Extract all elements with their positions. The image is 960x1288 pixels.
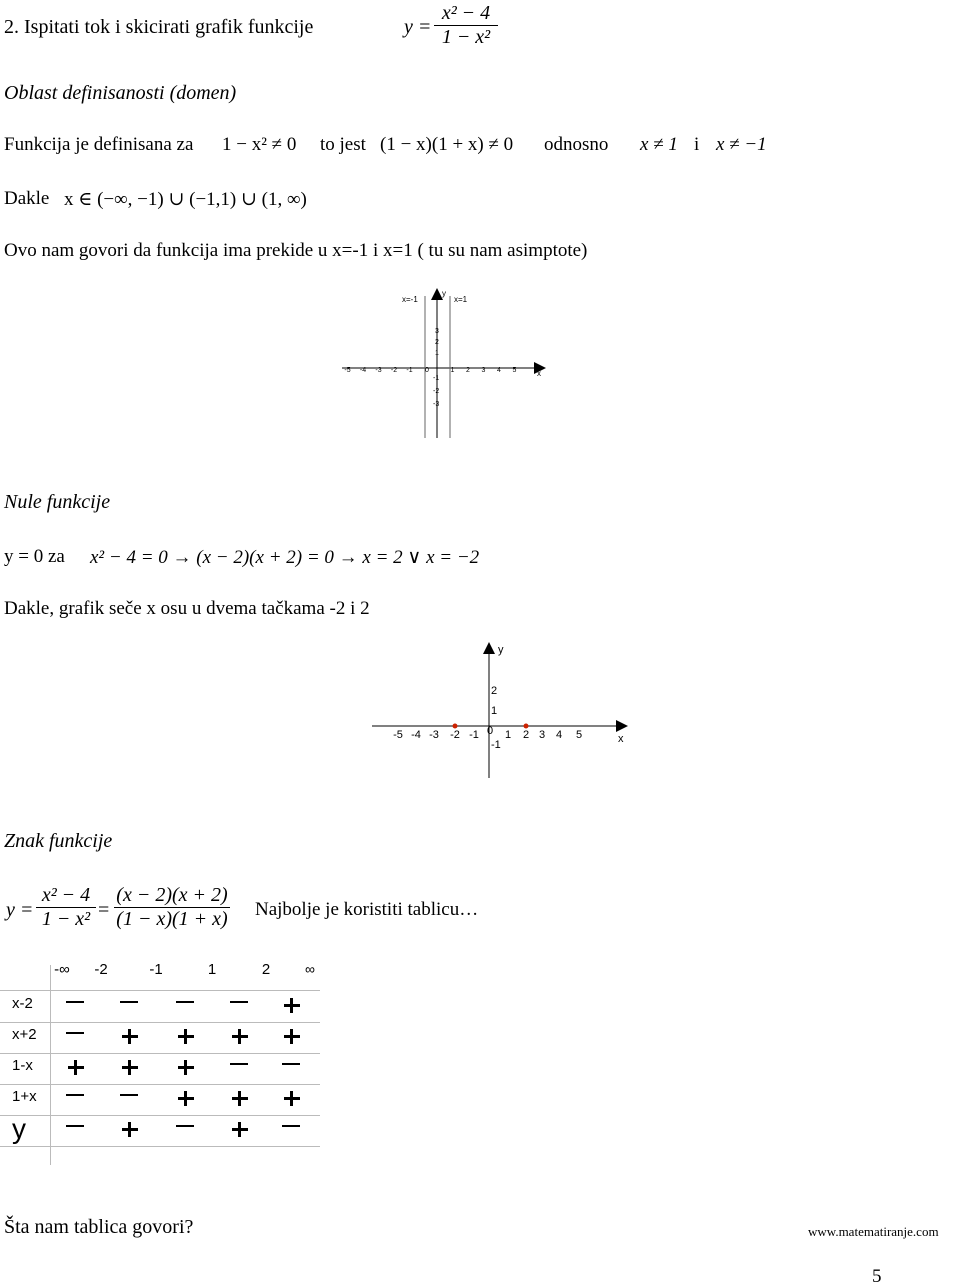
graph1-x-label: x (537, 369, 541, 378)
plus-sign (228, 1086, 252, 1110)
domain-expr-4: x ≠ −1 (716, 134, 767, 155)
minus-sign (174, 1117, 198, 1141)
graph1-y-tick: -3 (433, 401, 440, 408)
graph1-y-tick: -2 (433, 388, 440, 395)
asymptote-label-left: x=-1 (402, 295, 418, 304)
page-title: 2. Ispitati tok i skicirati grafik funkcije (4, 16, 314, 38)
graph2-y-ticks (491, 685, 501, 751)
domain-text-c: odnosno (544, 134, 609, 155)
graph1-x-tick: 5 (512, 367, 517, 374)
graph2-x-tick: 4 (555, 729, 563, 741)
sign-eq: = (98, 899, 110, 921)
graph1-x-tick: 3 (481, 367, 486, 374)
plus-sign (280, 993, 304, 1017)
sign-table-row-label: 1+x (12, 1088, 37, 1105)
graph1-y-tick: -1 (433, 375, 440, 382)
graph2-x-tick: 3 (538, 729, 546, 741)
zero-point-minus-2 (453, 724, 458, 729)
sign-note: Najbolje je koristiti tablicu… (255, 899, 479, 920)
sign-table-header-cell: 1 (207, 961, 217, 978)
plus-sign (280, 1024, 304, 1048)
footer-site: www.matematiranje.com (808, 1224, 939, 1239)
graph1-x-tick: -3 (375, 367, 382, 374)
sign-fraction-2-den: (1 − x)(1 + x) (114, 907, 230, 931)
minus-sign (64, 1024, 88, 1048)
domain-expr-1: 1 − x² ≠ 0 (222, 134, 297, 155)
sign-table-row-label: y (12, 1113, 26, 1144)
domain-expr-2: (1 − x)(1 + x) ≠ 0 (380, 134, 514, 155)
sign-table-header-cell: ∞ (305, 961, 315, 977)
minus-sign (64, 1117, 88, 1141)
asymptote-note: Ovo nam govori da funkcija ima prekide u x=-1 i x=1 ( tu su nam asimptote) (4, 240, 588, 261)
graph2-x-tick: 0 (486, 725, 494, 737)
plus-sign (64, 1055, 88, 1079)
graph2-x-tick: -5 (393, 729, 403, 741)
zeros-graph (360, 636, 640, 780)
sign-table-divider (50, 965, 51, 1165)
sign-table-row (0, 1053, 320, 1085)
plus-sign (118, 1055, 142, 1079)
plus-sign (174, 1024, 198, 1048)
graph2-x-tick: 5 (575, 729, 583, 741)
plus-sign (118, 1024, 142, 1048)
sign-table-row-label: x+2 (12, 1026, 37, 1043)
graph2-y-tick: -1 (491, 739, 501, 751)
asymptote-graph (330, 284, 560, 440)
page-number: 5 (872, 1266, 882, 1287)
graph1-axes (342, 288, 546, 438)
graph2-x-tick: 2 (522, 729, 530, 741)
sign-fraction-1-num: x² − 4 (41, 884, 91, 906)
graph2-y-label: y (498, 644, 504, 656)
graph1-x-tick: 0 (425, 367, 429, 374)
asymptote-label-right: x=1 (454, 295, 468, 304)
zero-point-2 (524, 724, 529, 729)
zeros-heading: Nule funkcije (4, 491, 111, 513)
graph2-y-arrow (483, 642, 495, 654)
plus-sign (280, 1086, 304, 1110)
graph2-x-label: x (618, 733, 624, 745)
sign-table (0, 955, 340, 1167)
domain-expr-3: x ≠ 1 (640, 134, 678, 155)
zeros-equation: x² − 4 = 0 → (x − 2)(x + 2) = 0 → x = 2 ∨ x = −2 (90, 547, 480, 568)
graph1-y-tick: 1 (435, 350, 439, 357)
minus-sign (280, 1055, 304, 1079)
minus-sign (118, 993, 142, 1017)
function-denominator: 1 − x² (434, 25, 498, 49)
minus-sign (64, 1086, 88, 1110)
sign-table-header-cell: -∞ (54, 961, 70, 978)
minus-sign (280, 1117, 304, 1141)
minus-sign (228, 993, 252, 1017)
domain-text-d: i (694, 134, 700, 155)
domain-heading: Oblast definisanosti (domen) (4, 82, 237, 104)
graph2-x-tick: 1 (504, 729, 512, 741)
plus-sign (174, 1055, 198, 1079)
minus-sign (118, 1086, 142, 1110)
minus-sign (64, 993, 88, 1017)
graph1-y-tick: 2 (435, 339, 439, 346)
sign-table-row (0, 991, 320, 1023)
footer-question: Šta nam tablica govori? (4, 1216, 194, 1238)
graph2-x-arrow (616, 720, 628, 732)
sign-table-row-label: x-2 (12, 995, 33, 1012)
graph2-x-tick: -1 (469, 729, 479, 741)
function-fraction (434, 2, 498, 49)
graph1-x-tick: -5 (344, 367, 351, 374)
domain-set: x ∈ (−∞, −1) ∪ (−1,1) ∪ (1, ∞) (64, 189, 307, 210)
zeros-text-a: y = 0 za (4, 546, 65, 567)
minus-sign (174, 993, 198, 1017)
sign-lhs: y = (6, 899, 34, 921)
minus-sign (228, 1055, 252, 1079)
function-lhs: y = (404, 16, 432, 38)
sign-heading: Znak funkcije (4, 830, 113, 852)
sign-table-top-border (0, 990, 320, 991)
zeros-conclusion: Dakle, grafik seče x osu u dvema tačkama -2 i 2 (4, 598, 370, 619)
graph1-x-tick: -4 (359, 367, 367, 374)
domain-text-dakle: Dakle (4, 188, 50, 209)
plus-sign (228, 1117, 252, 1141)
domain-text-b: to jest (320, 134, 366, 155)
graph1-x-tick: 1 (450, 367, 455, 374)
sign-table-row (0, 1084, 320, 1116)
graph2-y-tick: 2 (491, 685, 498, 697)
graph2-y-tick: 1 (491, 705, 498, 717)
sign-fraction-2 (114, 884, 230, 931)
sign-fraction-1-den: 1 − x² (36, 907, 96, 931)
sign-table-header-cell: 2 (261, 961, 271, 978)
graph1-x-tick: -2 (390, 367, 398, 374)
sign-table-header-cell: -2 (94, 961, 108, 978)
graph1-y-tick: 3 (435, 328, 439, 335)
plus-sign (118, 1117, 142, 1141)
graph2-x-tick: -2 (450, 729, 460, 741)
graph2-x-tick: -4 (411, 729, 421, 741)
sign-table-row (0, 1115, 320, 1147)
graph1-x-tick: 2 (466, 367, 470, 374)
graph1-x-tick: 4 (497, 367, 501, 374)
plus-sign (174, 1086, 198, 1110)
plus-sign (228, 1024, 252, 1048)
sign-fraction-2-num: (x − 2)(x + 2) (116, 884, 228, 906)
function-numerator: x² − 4 (441, 2, 491, 24)
sign-table-row-label: 1-x (12, 1057, 33, 1074)
graph2-x-tick: -3 (429, 729, 439, 741)
graph1-y-label: y (442, 289, 446, 298)
graph2-x-ticks (393, 725, 582, 741)
sign-table-header-cell: -1 (149, 961, 163, 978)
sign-fraction-1 (36, 884, 96, 931)
graph1-x-tick: -1 (406, 367, 413, 374)
sign-table-row (0, 1022, 320, 1054)
domain-text-a: Funkcija je definisana za (4, 134, 194, 155)
